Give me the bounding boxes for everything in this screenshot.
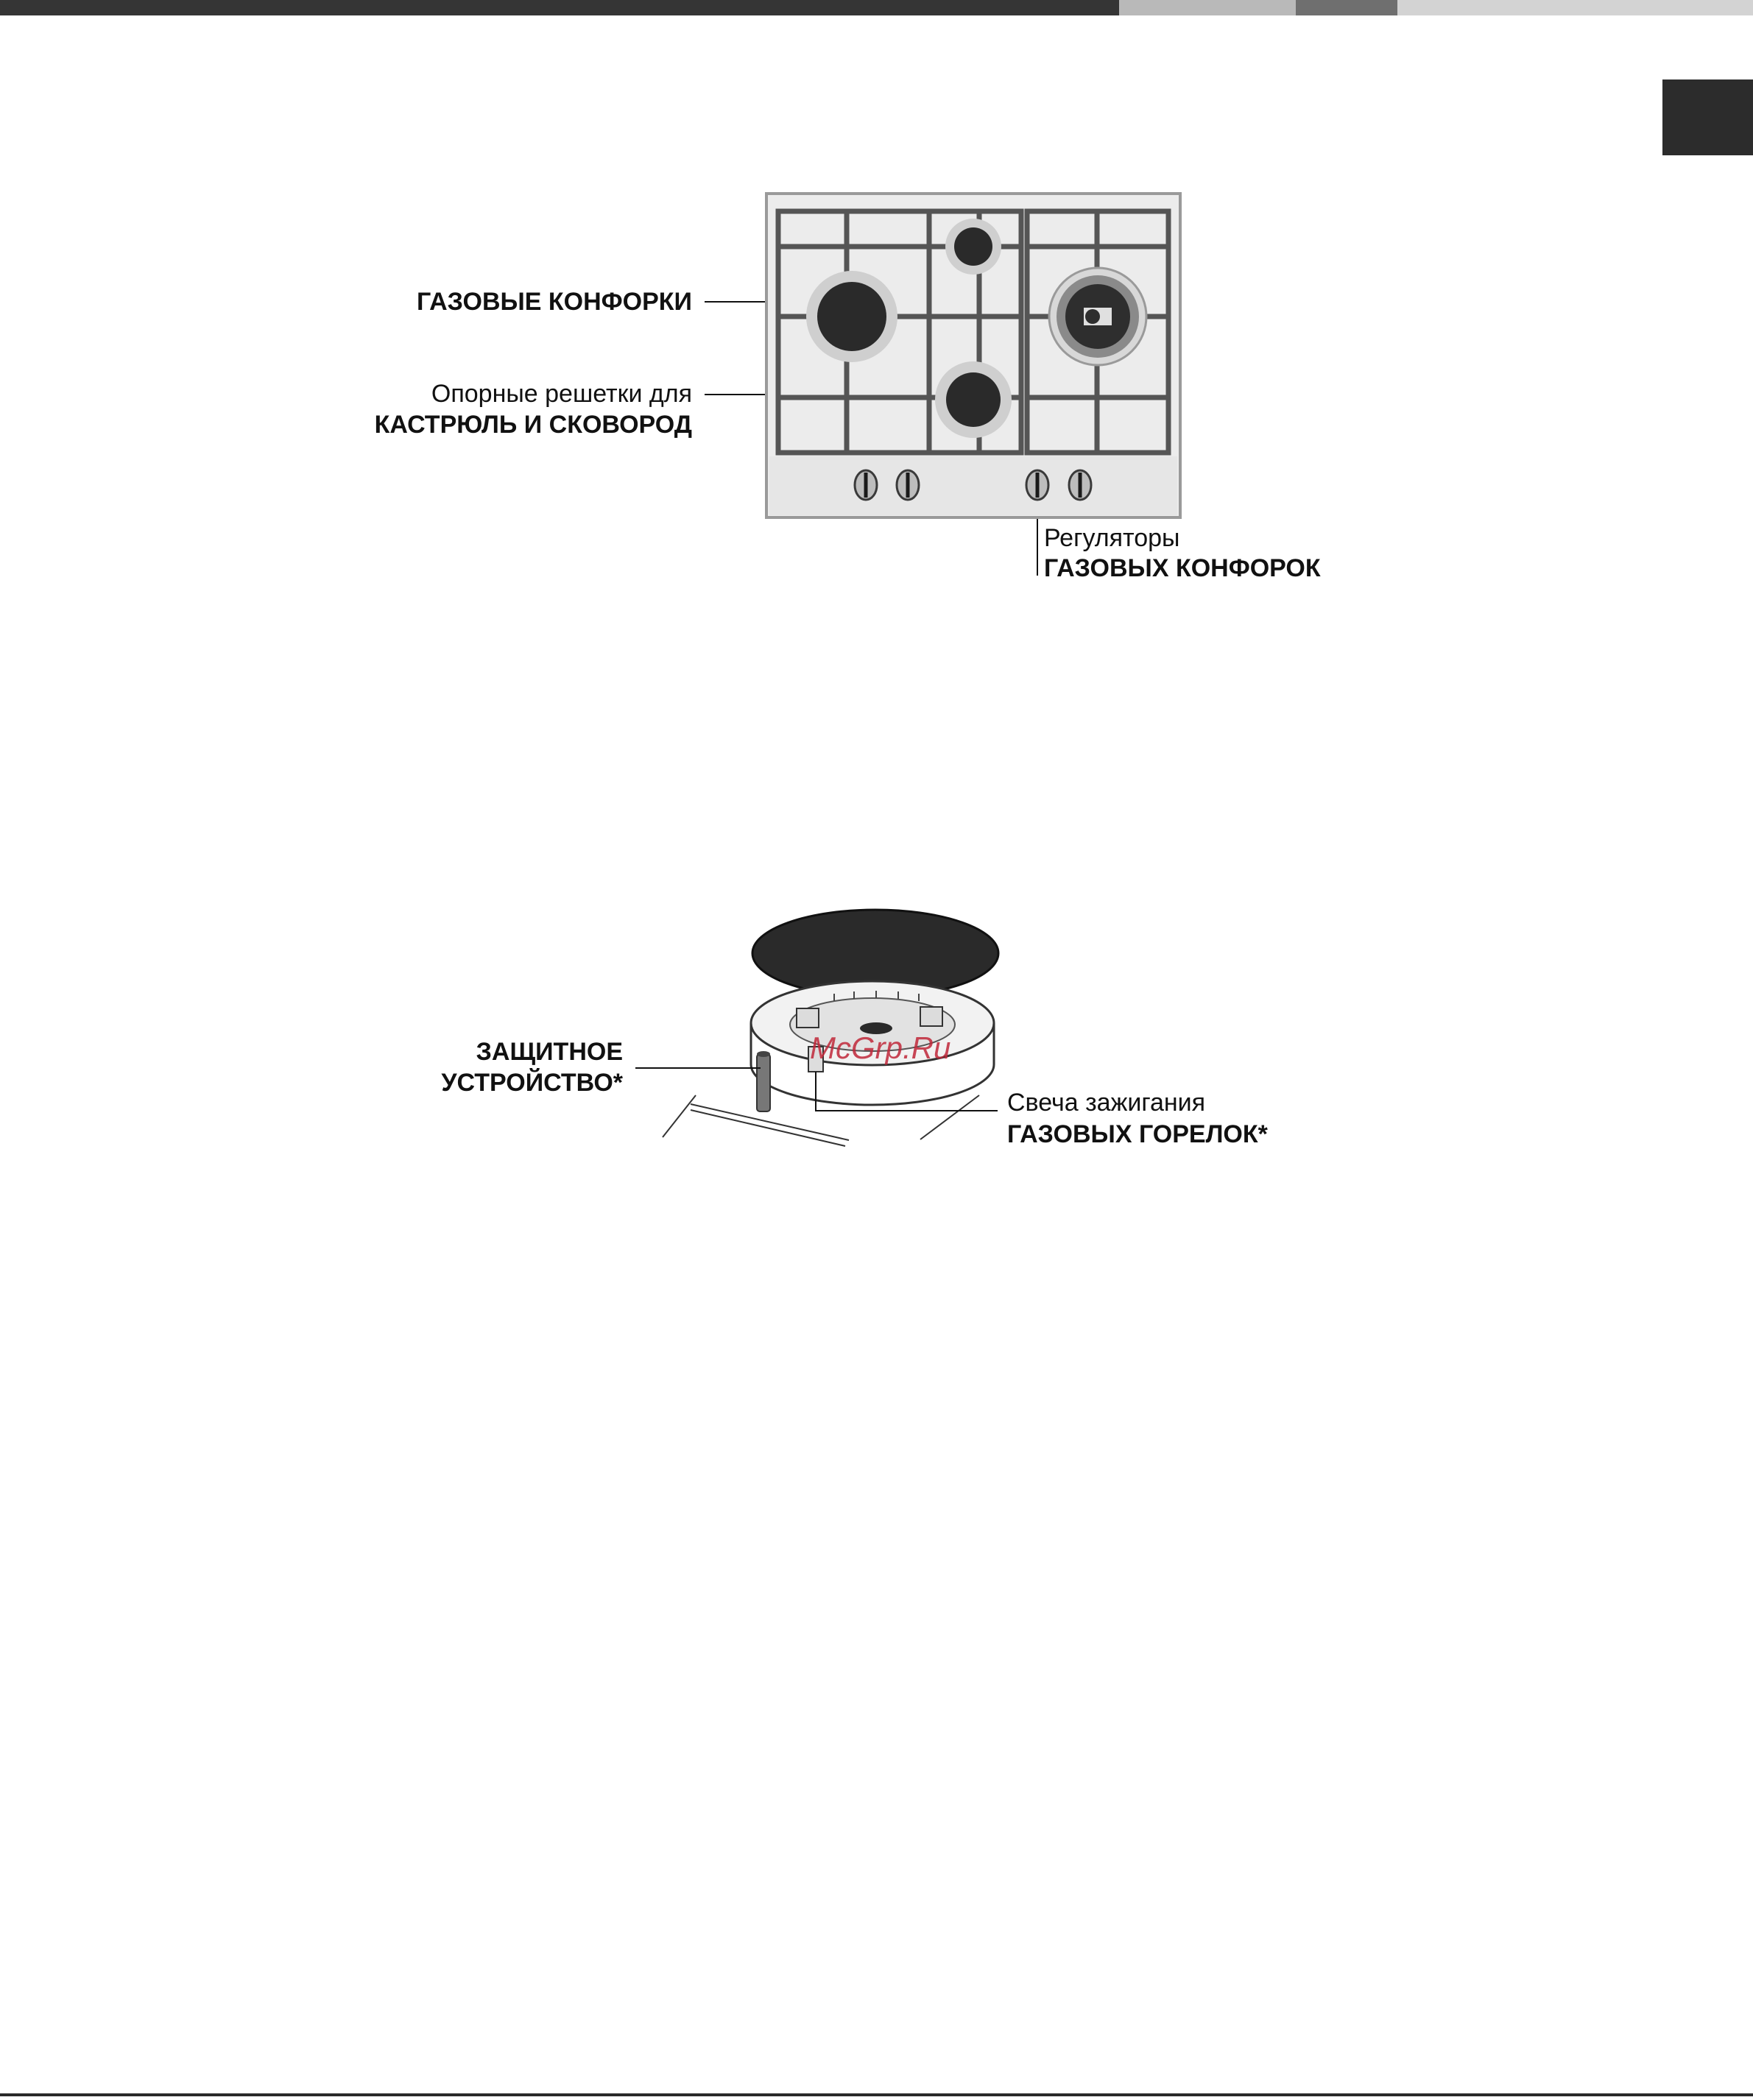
ignition-label-line1: Свеча зажигания (1007, 1089, 1206, 1117)
ignition-label-line2: ГАЗОВЫХ ГОРЕЛОК* (1007, 1120, 1268, 1148)
gas-burners-label: ГАЗОВЫЕ КОНФОРКИ (416, 288, 692, 316)
safety-device-thermocouple (757, 1051, 770, 1111)
pan-grids-label-line1: Опорные решетки для (431, 380, 692, 408)
pan-grids-label-line2: КАСТРЮЛЬ И СКОВОРОД (374, 411, 692, 439)
controls-label-line2: ГАЗОВЫХ КОНФОРОК (1044, 554, 1321, 582)
safety-device-label-line2: УСТРОЙСТВО* (441, 1069, 623, 1097)
safety-device-label-line1: ЗАЩИТНОЕ (476, 1038, 623, 1066)
watermark: McGrp.Ru (810, 1030, 951, 1065)
bottom-rule (0, 2093, 1753, 2096)
controls-label-line1: Регуляторы (1044, 524, 1180, 552)
